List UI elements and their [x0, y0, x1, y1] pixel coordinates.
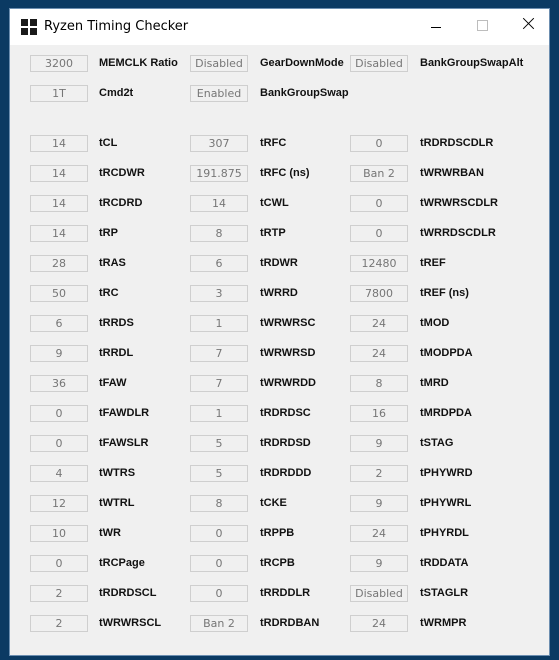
trrddlr-value[interactable]: 0: [190, 585, 248, 602]
twrrdscdlr-label: tWRRDSCDLR: [420, 227, 496, 239]
bankgroupswapalt-label: BankGroupSwapAlt: [420, 57, 524, 69]
tras-label: tRAS: [99, 257, 126, 269]
app-window: [9, 8, 550, 656]
tfawdlr-value[interactable]: 0: [30, 405, 88, 422]
tstag-value[interactable]: 9: [350, 435, 408, 452]
trdrdsc-label: tRDRDSC: [260, 407, 311, 419]
trdrdscdlr-label: tRDRDSCDLR: [420, 137, 494, 149]
cmd2t-label: Cmd2t: [99, 87, 134, 99]
trdrdscdlr-value[interactable]: 0: [350, 135, 408, 152]
tphyrdl-label: tPHYRDL: [420, 527, 469, 539]
tref-label: tREF: [420, 257, 446, 269]
tcl-label: tCL: [99, 137, 118, 149]
trdrdban-label: tRDRDBAN: [260, 617, 320, 629]
tphywrd-value[interactable]: 2: [350, 465, 408, 482]
tstaglr-value[interactable]: Disabled: [350, 585, 408, 602]
trcpage-value[interactable]: 0: [30, 555, 88, 572]
trcpage-label: tRCPage: [99, 557, 145, 569]
twrwrscl-value[interactable]: 2: [30, 615, 88, 632]
tphyrdl-value[interactable]: 24: [350, 525, 408, 542]
tfawslr-value[interactable]: 0: [30, 435, 88, 452]
trdwr-value[interactable]: 6: [190, 255, 248, 272]
tcwl-label: tCWL: [260, 197, 289, 209]
trdrdban-value[interactable]: Ban 2: [190, 615, 248, 632]
trcdrd-value[interactable]: 14: [30, 195, 88, 212]
window-title: Ryzen Timing Checker: [44, 19, 189, 34]
twrwrsd-label: tWRWRSD: [260, 347, 316, 359]
trp-label: tRP: [99, 227, 118, 239]
trfc-value[interactable]: 307: [190, 135, 248, 152]
trddata-value[interactable]: 9: [350, 555, 408, 572]
twrrdscdlr-value[interactable]: 0: [350, 225, 408, 242]
memclk-ratio-label: MEMCLK Ratio: [99, 57, 178, 69]
tfawdlr-label: tFAWDLR: [99, 407, 150, 419]
trdrdsc-value[interactable]: 1: [190, 405, 248, 422]
minimize-button[interactable]: [413, 9, 459, 39]
trp-value[interactable]: 14: [30, 225, 88, 242]
trcpb-value[interactable]: 0: [190, 555, 248, 572]
minimize-icon: [431, 27, 441, 28]
trrds-label: tRRDS: [99, 317, 134, 329]
cmd2t-value[interactable]: 1T: [30, 85, 88, 102]
tras-value[interactable]: 28: [30, 255, 88, 272]
tmrd-value[interactable]: 8: [350, 375, 408, 392]
twrwrscdlr-value[interactable]: 0: [350, 195, 408, 212]
tcke-value[interactable]: 8: [190, 495, 248, 512]
tstag-label: tSTAG: [420, 437, 454, 449]
twrwrban-label: tWRWRBAN: [420, 167, 484, 179]
tfaw-label: tFAW: [99, 377, 127, 389]
trdwr-label: tRDWR: [260, 257, 298, 269]
title-bar[interactable]: [10, 9, 549, 45]
trcdwr-value[interactable]: 14: [30, 165, 88, 182]
tmodpda-value[interactable]: 24: [350, 345, 408, 362]
twrwrscdlr-label: tWRWRSCDLR: [420, 197, 499, 209]
trfc-ns-value[interactable]: 191.875: [190, 165, 248, 182]
bankgroupswap-value[interactable]: Enabled: [190, 85, 248, 102]
twrwrdd-value[interactable]: 7: [190, 375, 248, 392]
twrwrban-value[interactable]: Ban 2: [350, 165, 408, 182]
close-icon: [522, 17, 535, 30]
trddata-label: tRDDATA: [420, 557, 469, 569]
twrwrdd-label: tWRWRDD: [260, 377, 317, 389]
trdrdsd-value[interactable]: 5: [190, 435, 248, 452]
trcdwr-label: tRCDWR: [99, 167, 145, 179]
geardownmode-label: GearDownMode: [260, 57, 344, 69]
twrwrsd-value[interactable]: 7: [190, 345, 248, 362]
tcke-label: tCKE: [260, 497, 287, 509]
twtrl-value[interactable]: 12: [30, 495, 88, 512]
trrdl-label: tRRDL: [99, 347, 134, 359]
trrdl-value[interactable]: 9: [30, 345, 88, 362]
twrwrscl-label: tWRWRSCL: [99, 617, 162, 629]
bankgroupswap-label: BankGroupSwap: [260, 87, 349, 99]
trdrdscl-value[interactable]: 2: [30, 585, 88, 602]
twrmpr-value[interactable]: 24: [350, 615, 408, 632]
tstaglr-label: tSTAGLR: [420, 587, 469, 599]
tfawslr-label: tFAWSLR: [99, 437, 149, 449]
tcl-value[interactable]: 14: [30, 135, 88, 152]
twrmpr-label: tWRMPR: [420, 617, 467, 629]
twtrl-label: tWTRL: [99, 497, 135, 509]
twrwrsc-value[interactable]: 1: [190, 315, 248, 332]
trtp-label: tRTP: [260, 227, 286, 239]
maximize-button[interactable]: [459, 9, 505, 39]
trrddlr-label: tRRDDLR: [260, 587, 311, 599]
trdrdscl-label: tRDRDSCL: [99, 587, 157, 599]
maximize-icon: [477, 20, 488, 31]
trc-value[interactable]: 50: [30, 285, 88, 302]
geardownmode-value[interactable]: Disabled: [190, 55, 248, 72]
close-button[interactable]: [505, 9, 551, 39]
trc-label: tRC: [99, 287, 119, 299]
tmod-value[interactable]: 24: [350, 315, 408, 332]
tphywrl-label: tPHYWRL: [420, 497, 472, 509]
tmodpda-label: tMODPDA: [420, 347, 473, 359]
tmrd-label: tMRD: [420, 377, 449, 389]
trfc-label: tRFC: [260, 137, 287, 149]
trrds-value[interactable]: 6: [30, 315, 88, 332]
tfaw-value[interactable]: 36: [30, 375, 88, 392]
trdrddd-value[interactable]: 5: [190, 465, 248, 482]
trcpb-label: tRCPB: [260, 557, 295, 569]
tmrdpda-value[interactable]: 16: [350, 405, 408, 422]
trcdrd-label: tRCDRD: [99, 197, 143, 209]
twtrs-value[interactable]: 4: [30, 465, 88, 482]
tmrdpda-label: tMRDPDA: [420, 407, 472, 419]
tmod-label: tMOD: [420, 317, 450, 329]
trfc-ns-label: tRFC (ns): [260, 167, 310, 179]
tref-ns-label: tREF (ns): [420, 287, 469, 299]
trtp-value[interactable]: 8: [190, 225, 248, 242]
tcwl-value[interactable]: 14: [190, 195, 248, 212]
trdrddd-label: tRDRDDD: [260, 467, 312, 479]
tref-ns-value[interactable]: 7800: [350, 285, 408, 302]
tref-value[interactable]: 12480: [350, 255, 408, 272]
twr-value[interactable]: 10: [30, 525, 88, 542]
twr-label: tWR: [99, 527, 121, 539]
tphywrl-value[interactable]: 9: [350, 495, 408, 512]
twrrd-value[interactable]: 3: [190, 285, 248, 302]
trppb-value[interactable]: 0: [190, 525, 248, 542]
twrrd-label: tWRRD: [260, 287, 298, 299]
trppb-label: tRPPB: [260, 527, 295, 539]
memclk-ratio-value[interactable]: 3200: [30, 55, 88, 72]
twtrs-label: tWTRS: [99, 467, 136, 479]
app-icon: [21, 19, 38, 36]
tphywrd-label: tPHYWRD: [420, 467, 473, 479]
trdrdsd-label: tRDRDSD: [260, 437, 311, 449]
twrwrsc-label: tWRWRSC: [260, 317, 316, 329]
bankgroupswapalt-value[interactable]: Disabled: [350, 55, 408, 72]
